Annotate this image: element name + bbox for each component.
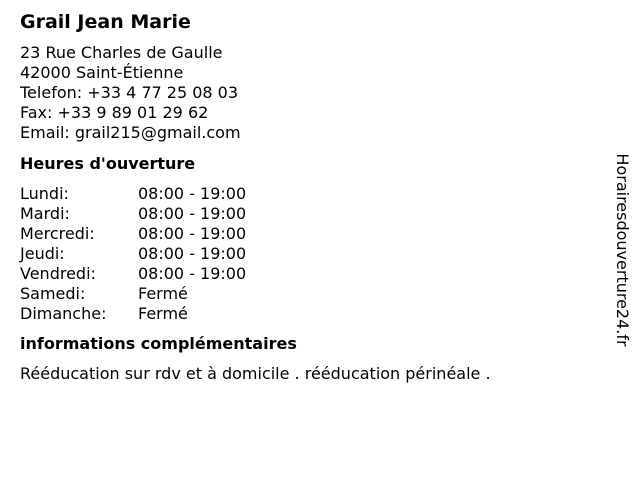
day-label: Vendredi:: [20, 264, 96, 283]
hours-row-friday: [20, 264, 600, 284]
day-label: Jeudi:: [20, 244, 65, 263]
time-value: Fermé: [138, 304, 188, 323]
phone-number: Telefon: +33 4 77 25 08 03: [20, 83, 239, 102]
day-label: Samedi:: [20, 284, 86, 303]
time-value: 08:00 - 19:00: [138, 244, 247, 263]
additional-info-heading: informations complémentaires: [20, 334, 297, 353]
business-name: Grail Jean Marie: [20, 11, 191, 33]
city-address: 42000 Saint-Étienne: [20, 63, 184, 82]
time-value: 08:00 - 19:00: [138, 224, 247, 243]
hours-row-tuesday: [20, 204, 600, 224]
site-watermark: Horairesdouverture24.fr: [613, 153, 632, 347]
time-value: 08:00 - 19:00: [138, 204, 247, 223]
hours-row-saturday: [20, 284, 600, 304]
hours-row-monday: [20, 184, 600, 204]
hours-row-sunday: [20, 304, 600, 324]
day-label: Lundi:: [20, 184, 69, 203]
email-address: Email: grail215@gmail.com: [20, 123, 241, 142]
opening-hours-table: [20, 184, 600, 324]
time-value: 08:00 - 19:00: [138, 184, 247, 203]
time-value: Fermé: [138, 284, 188, 303]
day-label: Mercredi:: [20, 224, 95, 243]
hours-row-wednesday: [20, 224, 600, 244]
day-label: Dimanche:: [20, 304, 107, 323]
address-block: [20, 43, 600, 143]
day-label: Mardi:: [20, 204, 70, 223]
business-card: [20, 10, 600, 384]
time-value: 08:00 - 19:00: [138, 264, 247, 283]
street-address: 23 Rue Charles de Gaulle: [20, 43, 223, 62]
hours-row-thursday: [20, 244, 600, 264]
fax-number: Fax: +33 9 89 01 29 62: [20, 103, 209, 122]
additional-info-text: Rééducation sur rdv et à domicile . rééducation périnéale .: [20, 364, 491, 383]
opening-hours-heading: Heures d'ouverture: [20, 154, 196, 173]
